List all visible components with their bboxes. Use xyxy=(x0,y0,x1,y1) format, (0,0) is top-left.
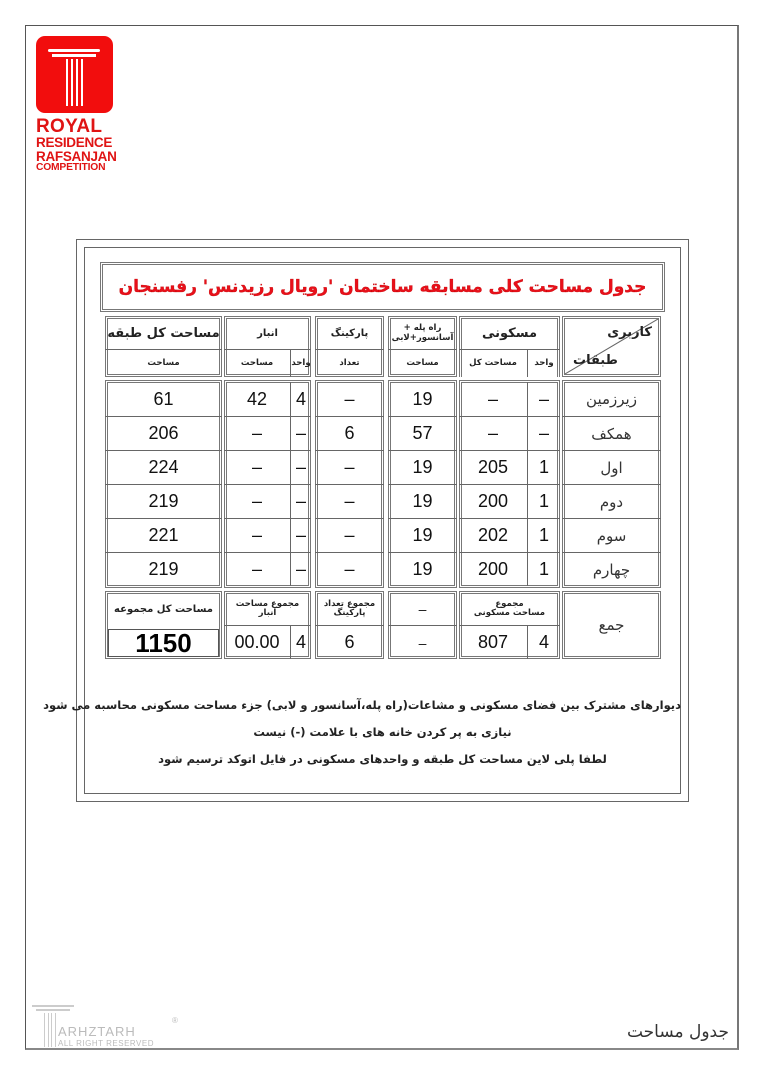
storage-units: 4 xyxy=(295,388,306,409)
totals-storage-area: 00.00 xyxy=(234,632,280,652)
totals-grand-label: مساحت کل مجموعه xyxy=(114,603,213,615)
totals-stairs-header: – xyxy=(418,601,427,617)
residential-units: – xyxy=(538,423,549,443)
floor-total-area: 206 xyxy=(148,423,179,443)
storage-area: 42 xyxy=(246,388,268,409)
floor-name: چهارم xyxy=(592,560,631,579)
note-1: دیوارهای مشترک بین فضای مسکونی و مشاعات(راه پله،آسانسور و لابی) جزء مساحت مسکونی محاسبه می شود xyxy=(43,698,681,712)
stairs-area: 19 xyxy=(412,559,433,579)
header-residential-area: مساحت کل xyxy=(469,357,517,368)
floor-total-area: 221 xyxy=(148,525,179,545)
watermark-brand: ARHZTARH xyxy=(58,1024,136,1039)
header-storage-unit: واحد xyxy=(291,357,311,368)
totals-storage-units: 4 xyxy=(295,632,306,652)
totals-residential-label-2: مساحت مسکونی xyxy=(473,608,546,618)
storage-units: – xyxy=(295,559,306,579)
stairs-area: 19 xyxy=(412,491,433,511)
residential-units: – xyxy=(538,388,549,409)
note-3: لطفا پلی لاین مساحت کل طبقه و واحدهای مسکونی در فایل اتوکد ترسیم شود xyxy=(158,752,607,766)
floor-name: اول xyxy=(600,458,623,477)
header-storage-area: مساحت xyxy=(240,357,274,368)
residential-area: – xyxy=(487,388,498,409)
totals-label: جمع xyxy=(598,616,625,634)
header-residential-unit: واحد xyxy=(534,357,554,368)
floor-name: زیرزمین xyxy=(586,390,637,408)
storage-area: – xyxy=(251,559,262,579)
storage-units: – xyxy=(295,457,306,477)
totals-storage-label-2: انبار xyxy=(258,608,277,618)
stairs-area: 19 xyxy=(412,388,433,409)
residential-units: 1 xyxy=(538,457,549,477)
floor-total-area: 219 xyxy=(148,559,179,579)
header-storage: انبار xyxy=(257,328,278,339)
table-title: جدول مساحت کلی مسابقه ساختمان 'رویال رزیدنس' رفسنجان xyxy=(118,277,647,297)
header-stairs-area: مساحت xyxy=(406,357,439,368)
floor-name: همکف xyxy=(591,424,632,443)
header-floor-total-area: مساحت xyxy=(147,357,180,368)
totals-residential-label-1: مجموع xyxy=(495,598,524,609)
header-parking-count: تعداد xyxy=(339,357,360,368)
residential-area: 200 xyxy=(477,559,509,579)
registered-icon: ® xyxy=(172,1016,178,1025)
storage-units: – xyxy=(295,491,306,511)
logo-line-royal: ROYAL xyxy=(36,116,103,137)
parking-count: – xyxy=(344,388,355,409)
header-floors: طبقات xyxy=(573,353,618,368)
floor-name: دوم xyxy=(599,492,624,511)
watermark-logo xyxy=(30,1002,190,1050)
residential-area: – xyxy=(487,423,498,443)
header-usage-floors xyxy=(562,316,661,377)
sheet-title: جدول مساحت xyxy=(626,1022,729,1042)
residential-units: 1 xyxy=(538,559,549,579)
table-title-box xyxy=(100,262,665,312)
header-stairs: راه پله + xyxy=(403,323,442,334)
header-usage: کاربری xyxy=(607,325,652,340)
parking-count: – xyxy=(344,457,355,477)
grand-total-value: 1150 xyxy=(135,627,192,658)
notes-block xyxy=(43,692,681,773)
note-2: نیازی به پر کردن خانه های با علامت (-) نیست xyxy=(253,725,512,739)
competition-logo xyxy=(36,36,116,173)
totals-storage-label-1: مجموع مساحت xyxy=(235,598,300,609)
floor-total-area: 219 xyxy=(148,491,179,511)
logo-line-competition: COMPETITION xyxy=(36,162,106,173)
header-floor-total: مساحت کل طبقه xyxy=(107,326,220,341)
residential-units: 1 xyxy=(538,491,549,511)
totals-parking-label-2: پارکینگ xyxy=(333,608,366,618)
storage-units: – xyxy=(295,525,306,545)
parking-count: – xyxy=(344,491,355,511)
parking-count: – xyxy=(344,525,355,545)
totals-stairs-value: – xyxy=(418,634,427,651)
header-stairs-elevator-lobby: آسانسور+لابی xyxy=(391,332,454,343)
stairs-area: 19 xyxy=(412,457,433,477)
storage-area: – xyxy=(251,525,262,545)
residential-units: 1 xyxy=(538,525,549,545)
residential-area: 200 xyxy=(477,491,509,511)
storage-units: – xyxy=(295,423,306,443)
parking-count: – xyxy=(344,559,355,579)
floor-name: سوم xyxy=(596,526,627,545)
stairs-area: 19 xyxy=(412,525,433,545)
stairs-area: 57 xyxy=(412,423,433,443)
parking-count: 6 xyxy=(344,423,355,443)
watermark-subtitle: ALL RIGHT RESERVED xyxy=(58,1039,154,1048)
totals-parking-count: 6 xyxy=(344,632,355,652)
totals-label-cell xyxy=(562,591,661,659)
header-parking: پارکینگ xyxy=(330,328,369,339)
floor-total-area: 61 xyxy=(153,388,174,409)
logo-line-rafsanjan: RAFSANJAN xyxy=(36,148,117,164)
storage-area: – xyxy=(251,491,262,511)
logo-line-residence: RESIDENCE xyxy=(36,135,113,150)
storage-area: – xyxy=(251,423,262,443)
column-logo-icon xyxy=(36,36,113,113)
header-residential: مسکونی xyxy=(481,326,538,341)
totals-residential-units: 4 xyxy=(538,632,549,652)
storage-area: – xyxy=(251,457,262,477)
floor-total-area: 224 xyxy=(148,457,179,477)
residential-area: 205 xyxy=(477,457,509,477)
totals-parking-label-1: مجموع تعداد xyxy=(323,598,376,609)
totals-residential-area: 807 xyxy=(477,632,509,652)
residential-area: 202 xyxy=(477,525,509,545)
